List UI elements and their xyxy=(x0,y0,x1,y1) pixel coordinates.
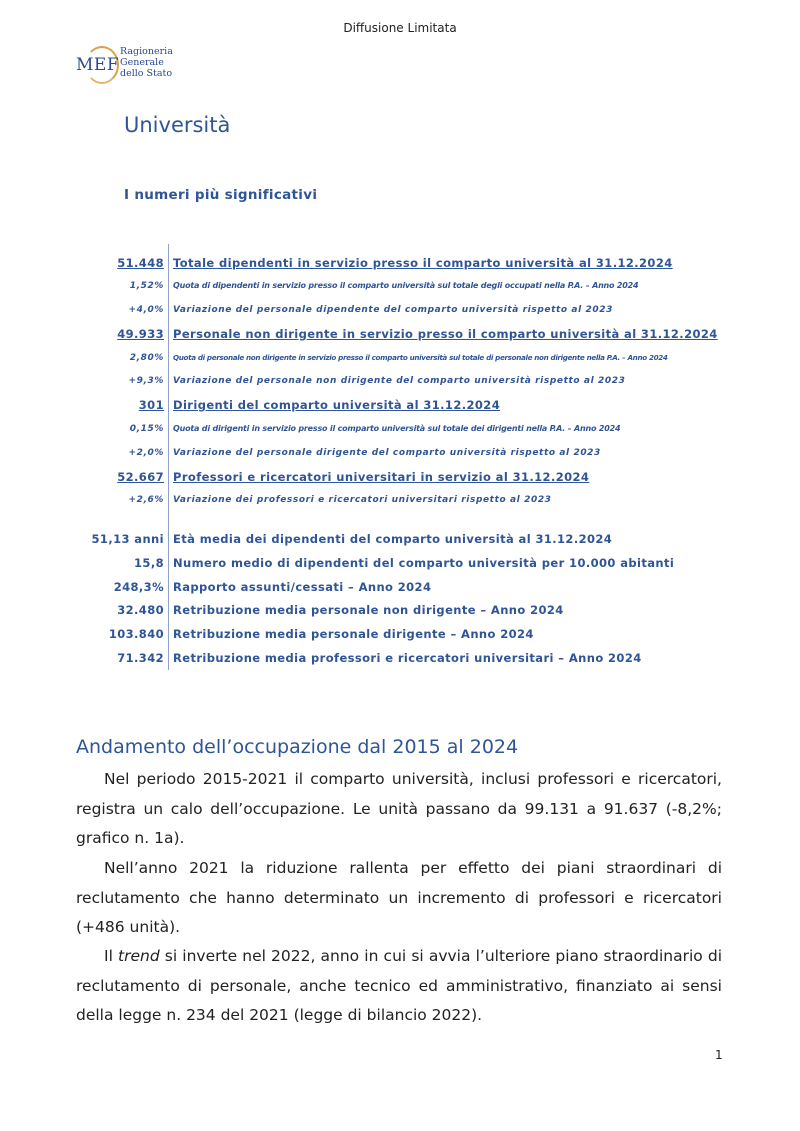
kpi-row xyxy=(0,532,800,552)
kpi-row xyxy=(0,353,800,373)
kpi-value: 15,8 xyxy=(134,556,164,570)
logo-mark: MEF xyxy=(76,55,120,75)
kpi-row xyxy=(0,256,800,276)
logo-line-1: Ragioneria xyxy=(120,46,173,57)
paragraph-1 xyxy=(76,765,722,854)
kpi-row xyxy=(0,580,800,600)
paragraph-3-text: si inverte nel 2022, anno in cui si avvia l’ulteriore piano straordinario di reclutamento di personale, anche tecnico ed amministrativo, finanziato ai sensi della legge n. 234 del 2021 (legge di bilancio 2022). xyxy=(76,947,723,1024)
paragraph-3-emphasis: trend xyxy=(118,947,160,965)
kpi-row xyxy=(0,424,800,444)
kpi-value: +9,3% xyxy=(128,376,164,386)
paragraph-2 xyxy=(76,854,722,943)
kpi-label: Variazione del personale dirigente del comparto università rispetto al 2023 xyxy=(173,448,601,458)
kpi-label: Variazione dei professori e ricercatori universitari rispetto al 2023 xyxy=(173,495,552,505)
kpi-row xyxy=(0,281,800,301)
kpi-value[interactable]: 49.933 xyxy=(117,327,164,341)
kpi-label: Quota di dipendenti in servizio presso il comparto università sul totale degli occupati nella P.A. – Anno 2024 xyxy=(173,281,639,290)
kpi-row xyxy=(0,603,800,623)
kpi-value: 103.840 xyxy=(108,627,164,641)
kpi-value[interactable]: 52.667 xyxy=(117,470,164,484)
kpi-row xyxy=(0,627,800,647)
kpi-label: Variazione del personale dipendente del comparto università rispetto al 2023 xyxy=(173,305,613,315)
paragraph-3-lead: Il xyxy=(104,947,119,965)
kpi-label: Quota di personale non dirigente in servizio presso il comparto università sul totale di personale non dirigente nella P.A. – Anno 2024 xyxy=(173,353,668,362)
kpi-row xyxy=(0,470,800,490)
kpi-row xyxy=(0,398,800,418)
kpi-label: Variazione del personale non dirigente del comparto università rispetto al 2023 xyxy=(173,376,626,386)
kpi-label: Quota di dirigenti in servizio presso il comparto università sul totale dei dirigenti nella P.A. – Anno 2024 xyxy=(173,424,621,433)
distribution-note: Diffusione Limitata xyxy=(343,21,457,35)
kpi-label[interactable]: Personale non dirigente in servizio presso il comparto università al 31.12.2024 xyxy=(173,327,718,341)
kpi-value: 71.342 xyxy=(117,651,164,665)
kpi-label: Retribuzione media personale dirigente – Anno 2024 xyxy=(173,627,534,641)
kpi-value[interactable]: 301 xyxy=(138,398,164,412)
kpi-label[interactable]: Professori e ricercatori universitari in servizio al 31.12.2024 xyxy=(173,470,590,484)
kpi-label[interactable]: Dirigenti del comparto università al 31.12.2024 xyxy=(173,398,501,412)
kpi-row xyxy=(0,376,800,396)
kpi-row xyxy=(0,495,800,515)
kpi-label: Rapporto assunti/cessati – Anno 2024 xyxy=(173,580,432,594)
kpi-value: 0,15% xyxy=(129,424,164,434)
kpi-label[interactable]: Totale dipendenti in servizio presso il comparto università al 31.12.2024 xyxy=(173,256,673,270)
paragraph-3 xyxy=(76,942,722,1031)
logo-line-3: dello Stato xyxy=(120,68,173,79)
kpi-row xyxy=(0,448,800,468)
kpi-label: Retribuzione media professori e ricercatori universitari – Anno 2024 xyxy=(173,651,642,665)
kpi-row xyxy=(0,305,800,325)
kpi-value: 51,13 anni xyxy=(91,532,164,546)
kpi-value: 248,3% xyxy=(113,580,164,594)
kpi-value: 32.480 xyxy=(117,603,164,617)
kpi-value: +4,0% xyxy=(128,305,164,315)
kpi-row xyxy=(0,327,800,347)
kpi-value: +2,6% xyxy=(128,495,164,505)
kpi-label: Età media dei dipendenti del comparto università al 31.12.2024 xyxy=(173,532,613,546)
kpi-value: 1,52% xyxy=(129,281,164,291)
logo-line-2: Generale xyxy=(120,57,164,68)
kpi-label: Retribuzione media personale non dirigente – Anno 2024 xyxy=(173,603,564,617)
section-subtitle: I numeri più significativi xyxy=(124,187,318,203)
logo-text xyxy=(120,46,173,79)
kpi-row xyxy=(0,651,800,671)
kpi-row xyxy=(0,556,800,576)
mef-logo xyxy=(76,46,186,82)
paragraph-2-text: Nell’anno 2021 la riduzione rallenta per effetto dei piani straordinari di reclutamento che hanno determinato un incremento di professori e ricercatori (+486 unità). xyxy=(76,859,722,936)
paragraph-1-text: Nel periodo 2015-2021 il comparto università, inclusi professori e ricercatori, registra un calo dell’occupazione. Le unità passano da 99.131 a 91.637 (-8,2%; grafico n. 1a). xyxy=(76,770,722,847)
kpi-value[interactable]: 51.448 xyxy=(117,256,164,270)
kpi-label: Numero medio di dipendenti del comparto università per 10.000 abitanti xyxy=(173,556,675,570)
page-number: 1 xyxy=(715,1048,723,1062)
kpi-value: 2,80% xyxy=(129,353,164,363)
section-heading: Andamento dell’occupazione dal 2015 al 2024 xyxy=(76,736,519,758)
kpi-value: +2,0% xyxy=(128,448,164,458)
page-title: Università xyxy=(124,113,231,137)
